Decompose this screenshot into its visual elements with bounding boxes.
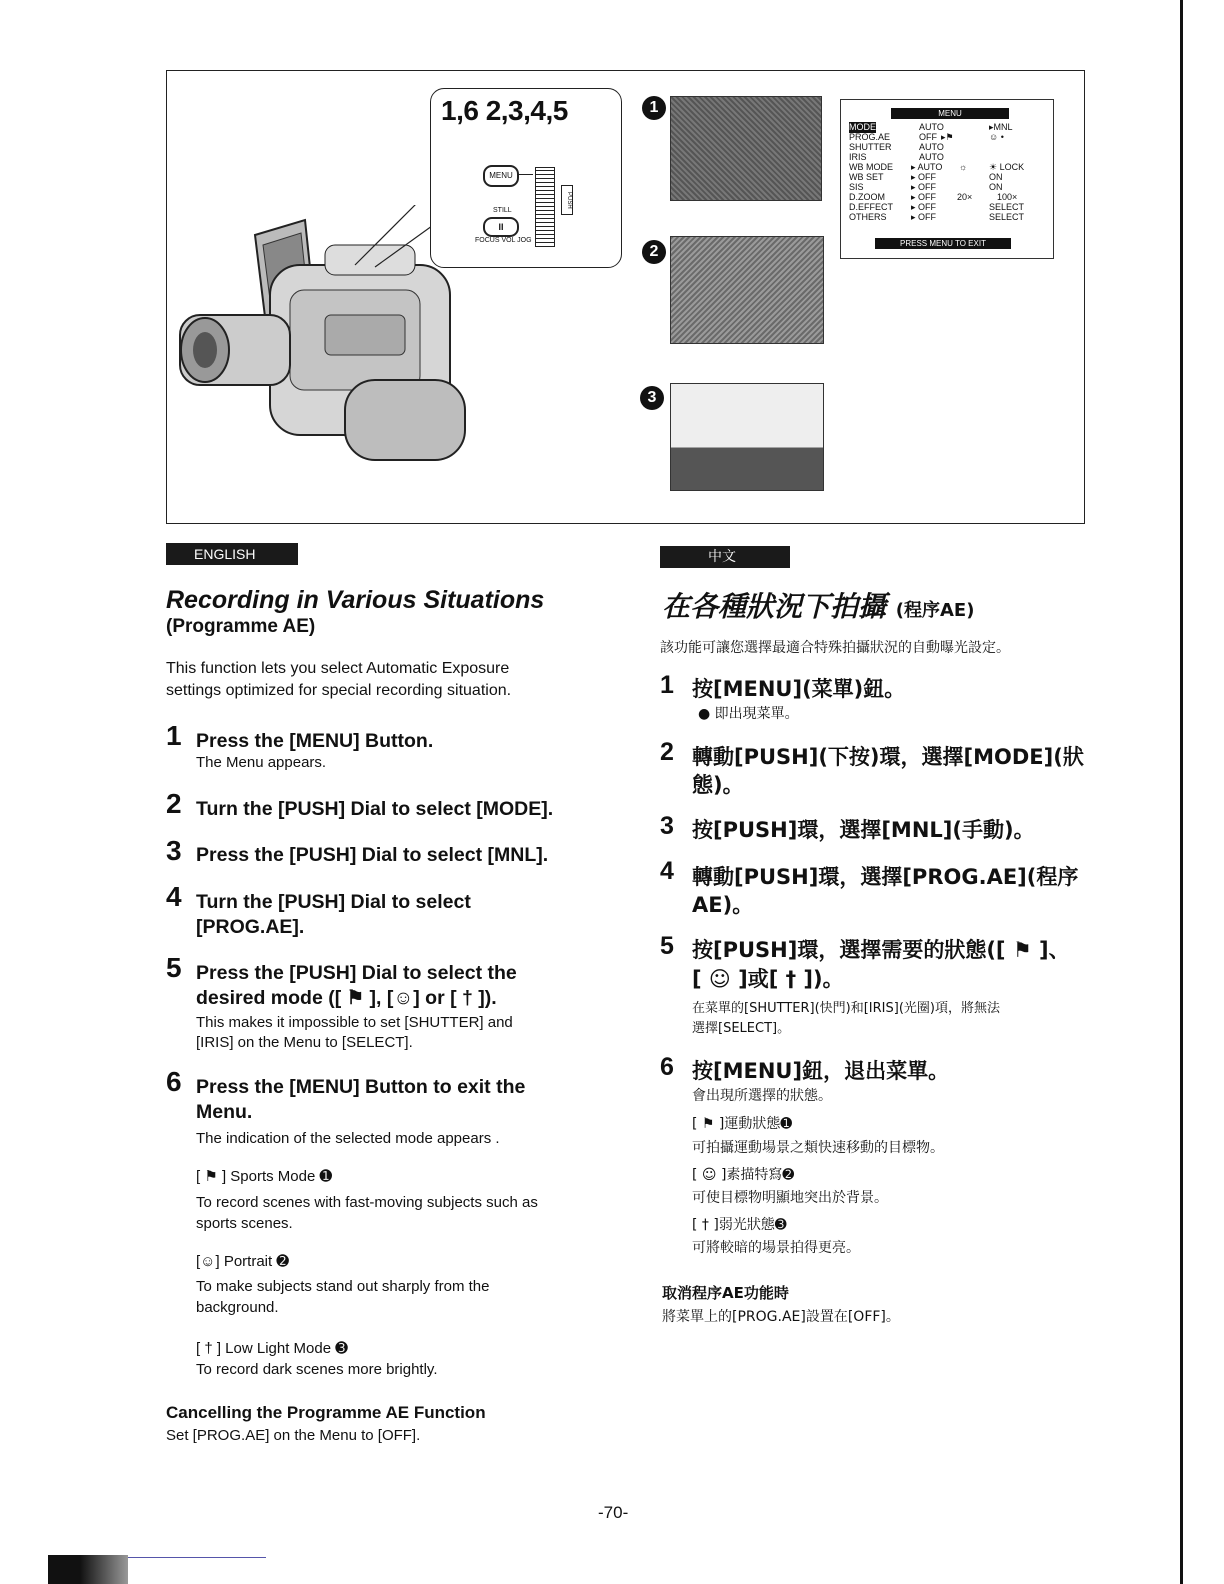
menu-title: MENU [891,108,1009,119]
en-step-2-number: 2 [166,788,182,819]
en-step-5-note-cont: [IRIS] on the Menu to [SELECT]. [196,1034,413,1051]
chinese-subtitle: (程序AE) [895,600,975,621]
zh-step-2-text-cont: 態)。 [692,773,744,797]
english-intro-line1: This function lets you select Automatic Exposure [166,660,510,677]
zh-cancel-title: 取消程序AE功能時 [662,1284,789,1302]
still-button-icon: II [483,217,519,237]
menu-exit-hint: PRESS MENU TO EXIT [875,238,1011,249]
zh-step-3-text: 按[PUSH]環，選擇[MNL](手動)。 [692,818,1035,842]
en-step-2-text: Turn the [PUSH] Dial to select [MODE]. [196,798,554,820]
zh-step-5-text: 按[PUSH]環，選擇需要的狀態([ ⚑ ]、 [692,938,1070,962]
sports-photo [670,96,822,201]
english-intro-line2: settings optimized for special recording situation. [166,682,512,699]
en-mode-sports-label: [ ⚑ ] Sports Mode ➊ [196,1168,333,1185]
page-edge [1180,0,1183,1584]
zh-step-5-note-cont: 選擇[SELECT]。 [692,1021,791,1036]
en-step-4-number: 4 [166,881,182,912]
zh-step-5-note: 在菜單的[SHUTTER](快門)和[IRIS](光圈)項，將無法 [692,1001,1000,1016]
menu-screen: MENU MODE AUTO ▸MNL PROG.AE OFF ▸⚑ ☺ • SHUTTER AUTO IRIS AUTO WB MODE ▸ AUTO ☼ ☀ LOCK WB SET ▸ OFF ON SIS ▸ OFF ON D.ZOOM ▸ OFF 20× 100× D.EFFECT ▸ OFF SELECT OTHERS ▸ OFF SELECT PRESS MENU TO EXIT [840,99,1054,259]
zh-step-4-number: 4 [660,857,674,885]
en-step-4-text-cont: [PROG.AE]. [196,916,305,938]
en-step-5-note: This makes it impossible to set [SHUTTER] and [196,1014,513,1031]
zh-mode-portrait-desc: 可使目標物明顯地突出於背景。 [692,1190,888,1206]
zh-step-1-note: ● 即出現菜單。 [698,706,799,722]
zh-mode-portrait-label: [ ☺ ]素描特寫➋ [692,1167,795,1183]
portrait-photo [670,236,824,344]
chinese-title [662,585,974,625]
en-mode-lowlight-desc: To record dark scenes more brightly. [196,1361,438,1378]
en-step-1-note: The Menu appears. [196,754,327,771]
en-mode-lowlight-label: [ † ] Low Light Mode ➌ [196,1340,348,1357]
en-cancel-title: Cancelling the Programme AE Function [166,1403,486,1422]
english-title: Recording in Various Situations [166,586,545,614]
en-mode-portrait-desc-cont: background. [196,1299,279,1316]
en-step-5-text-cont: desired mode ([ ⚑ ], [☺] or [ † ]). [196,987,497,1009]
low-light-photo [670,383,824,491]
en-step-4-text: Turn the [PUSH] Dial to select [196,891,471,913]
en-step-1-number: 1 [166,720,182,751]
badge-2: 2 [642,240,666,264]
zh-step-6-text: 按[MENU]鈕，退出菜單。 [692,1059,950,1083]
badge-3: 3 [640,386,664,410]
en-step-6-text-cont: Menu. [196,1101,253,1123]
button-callout [430,88,622,268]
en-step-5-number: 5 [166,952,182,983]
en-step-6-number: 6 [166,1066,182,1097]
menu-row-key: MODE [849,122,876,132]
zh-mode-sports-desc: 可拍攝運動場景之類快速移動的目標物。 [692,1140,944,1156]
zh-step-5-text-cont: [ ☺ ]或[ † ])。 [692,967,844,991]
en-mode-portrait-desc: To make subjects stand out sharply from the [196,1278,490,1295]
still-label: STILL [493,207,512,214]
badge-1: 1 [642,96,666,120]
en-mode-portrait-label: [☺] Portrait ➋ [196,1253,289,1270]
zh-intro: 該功能可讓您選擇最適合特殊拍攝狀況的自動曝光設定。 [660,640,1010,656]
zh-mode-lowlight-desc: 可將較暗的場景拍得更亮。 [692,1240,860,1256]
english-subtitle: (Programme AE) [166,616,316,637]
zh-step-5-number: 5 [660,932,674,960]
zh-step-4-text: 轉動[PUSH]環，選擇[PROG.AE](程序 [692,865,1079,889]
english-tab: ENGLISH [166,543,298,565]
dial-caption: FOCUS VOL JOG [475,237,532,244]
push-label: PUSH [561,185,573,215]
callout-step-numbers: 1,6 2,3,4,5 [441,95,568,126]
zh-mode-sports-label: [ ⚑ ]運動狀態➊ [692,1116,793,1132]
zh-step-3-number: 3 [660,812,674,840]
en-step-5-text: Press the [PUSH] Dial to select the [196,962,517,984]
en-step-6-note: The indication of the selected mode appears . [196,1130,500,1147]
zh-mode-lowlight-label: [ † ]弱光狀態➌ [692,1217,787,1233]
scan-line [128,1557,266,1558]
zh-step-6-number: 6 [660,1053,674,1081]
chinese-tab: 中文 [660,546,790,568]
scan-artifact [48,1555,128,1584]
zh-step-4-text-cont: AE)。 [692,893,754,917]
en-mode-sports-desc-cont: sports scenes. [196,1215,293,1232]
zh-step-6-note: 會出現所選擇的狀態。 [692,1088,832,1104]
en-step-3-number: 3 [166,835,182,866]
zh-step-2-text: 轉動[PUSH](下按)環，選擇[MODE](狀 [692,745,1084,769]
zh-step-1-number: 1 [660,671,674,699]
zh-cancel-text: 將菜單上的[PROG.AE]設置在[OFF]。 [662,1309,900,1325]
zh-step-2-number: 2 [660,738,674,766]
en-cancel-text: Set [PROG.AE] on the Menu to [OFF]. [166,1427,421,1444]
menu-button-icon: MENU [483,165,519,187]
push-dial-icon [535,167,555,247]
en-mode-sports-desc: To record scenes with fast-moving subjects such as [196,1194,538,1211]
zh-step-1-text: 按[MENU](菜單)鈕。 [692,677,906,701]
chinese-title-main: 在各種狀況下拍攝 [662,590,887,623]
en-step-3-text: Press the [PUSH] Dial to select [MNL]. [196,844,549,866]
page-number: -70- [598,1503,629,1522]
en-step-1-text: Press the [MENU] Button. [196,730,434,752]
en-step-6-text: Press the [MENU] Button to exit the [196,1076,526,1098]
